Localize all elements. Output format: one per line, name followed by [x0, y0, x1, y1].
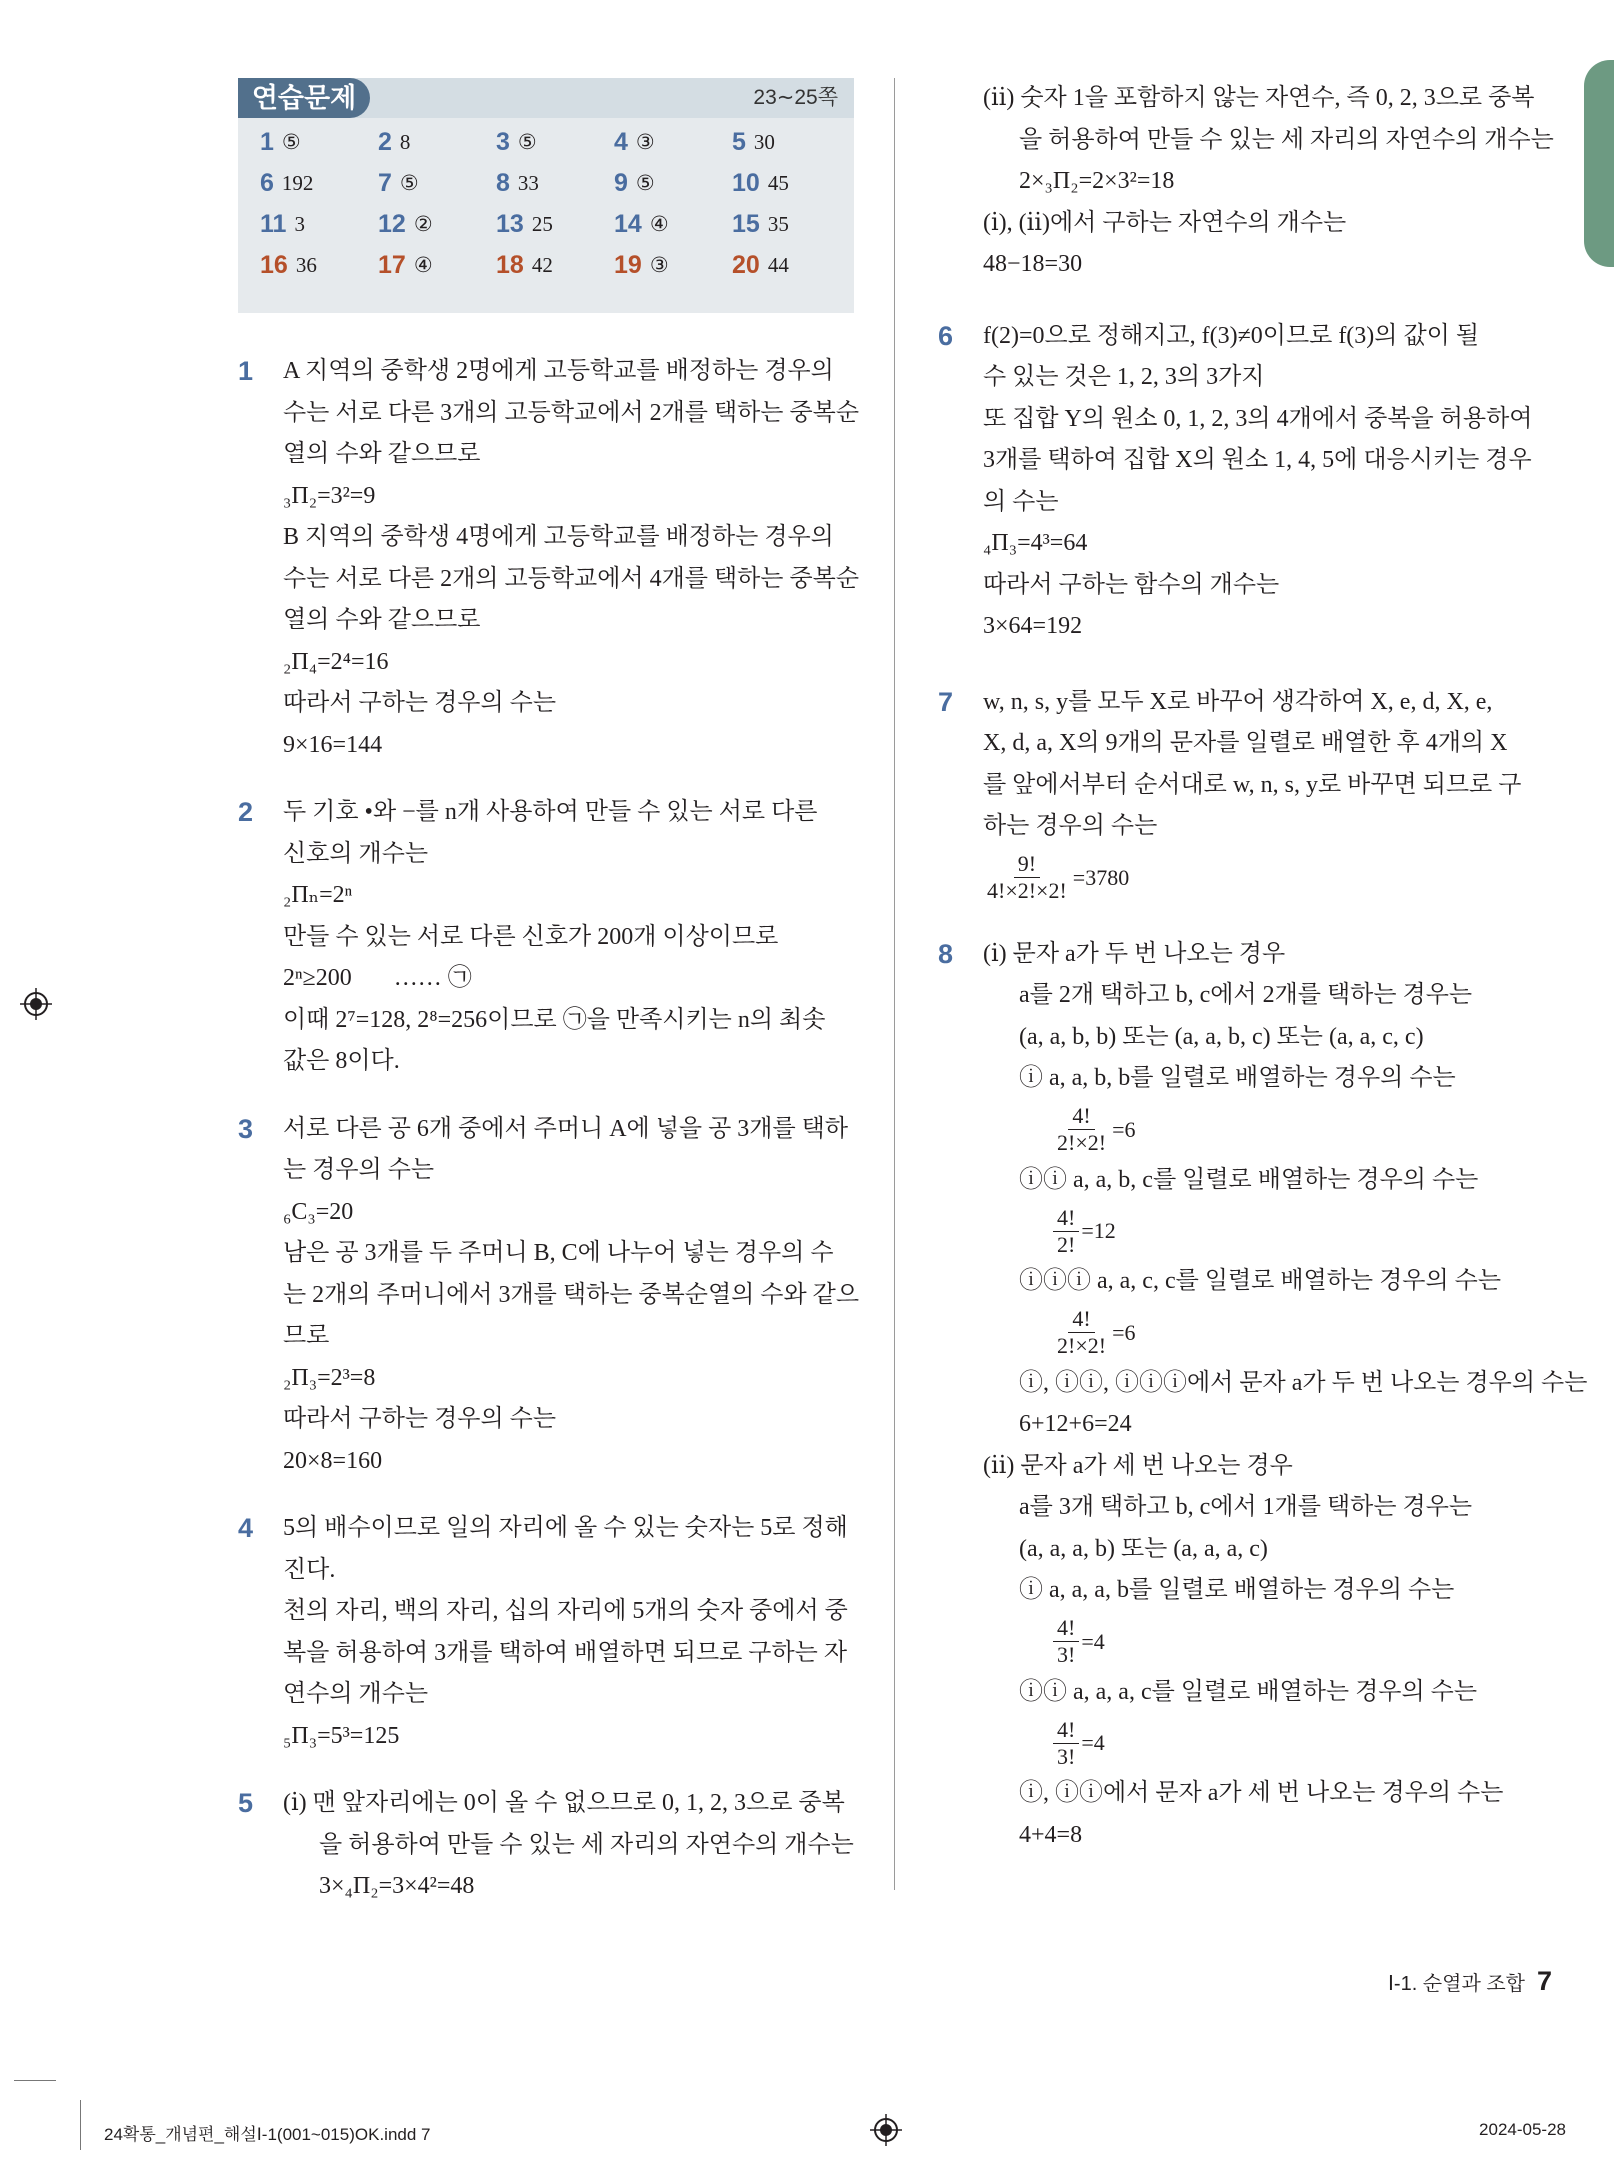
- answer-number: 6: [260, 169, 274, 197]
- text-line: ⓘⓘⓘ a, a, c, c를 일렬로 배열하는 경우의 수는: [1019, 1268, 1502, 1294]
- text-line: 의 수는: [983, 488, 1059, 515]
- answer-value: 36: [295, 253, 317, 277]
- fraction-result: =3780: [1072, 864, 1130, 890]
- problem-number: 7: [938, 686, 954, 717]
- text-line: 수는 서로 다른 3개의 고등학교에서 2개를 택하는 중복순: [283, 399, 860, 426]
- fraction-denominator: 2!×2!: [1057, 1130, 1107, 1155]
- slug-filename: 24확통_개념편_해설Ⅰ-1(001~015)OK.indd 7: [104, 2125, 431, 2144]
- answer-value: ④: [413, 253, 433, 277]
- text-line: ₂Πₙ=2ⁿ: [283, 882, 353, 908]
- answer-value: 25: [531, 212, 553, 236]
- text-line: 천의 자리, 백의 자리, 십의 자리에 5개의 숫자 중에서 중: [283, 1598, 848, 1624]
- problem-2: [238, 792, 854, 1083]
- text-line: 2×₃Π₂=2×3²=18: [1019, 168, 1175, 194]
- text-line: f(2)=0으로 정해지고, f(3)≠0이므로 f(3)의 값이 될: [983, 322, 1480, 349]
- answer-number: 5: [732, 128, 746, 156]
- text-line: 연수의 개수는: [283, 1681, 429, 1707]
- answer-number: 2: [378, 128, 392, 156]
- right-column: [938, 78, 1588, 1856]
- text-line: 이때 2⁷=128, 2⁸=256이므로 ㉠을 만족시키는 n의 최솟: [283, 1006, 826, 1033]
- answer-item: [378, 245, 496, 286]
- answer-value: ⑤: [517, 130, 537, 154]
- registration-mark-icon: [870, 2114, 902, 2146]
- fraction-numerator: 4!: [1053, 1615, 1079, 1642]
- answer-box-title: 연습문제: [238, 78, 370, 118]
- text-line: 진다.: [283, 1556, 336, 1583]
- answer-grid: [238, 118, 854, 286]
- text-line: B 지역의 중학생 4명에게 고등학교를 배정하는 경우의: [283, 524, 834, 550]
- text-line: ₅Π₃=5³=125: [283, 1722, 400, 1749]
- answer-item: [378, 204, 496, 245]
- fraction-result: =4: [1081, 1730, 1105, 1756]
- text-line: a를 2개 택하고 b, c에서 2개를 택하는 경우는: [1019, 982, 1473, 1008]
- slug-date: 2024-05-28: [1479, 2120, 1566, 2139]
- problem-3: [238, 1109, 860, 1483]
- text-line: 열의 수와 같으므로: [283, 441, 481, 467]
- answer-item: [732, 204, 850, 245]
- fraction: [1053, 1717, 1079, 1770]
- text-line: 3×64=192: [983, 613, 1083, 639]
- text-line: 6+12+6=24: [1019, 1411, 1132, 1437]
- answer-number: 10: [732, 169, 760, 197]
- answer-item: [496, 163, 614, 204]
- answer-number: 13: [496, 210, 524, 238]
- fraction-denominator: 3!: [1057, 1642, 1076, 1667]
- answer-item: [260, 245, 378, 286]
- answer-value: 3: [294, 212, 305, 236]
- problem-5: [238, 1783, 854, 1908]
- answer-value: ⑤: [635, 171, 655, 195]
- text-line: ₆C₃=20: [283, 1198, 354, 1225]
- text-line: 복을 허용하여 3개를 택하여 배열하면 되므로 구하는 자: [283, 1639, 848, 1666]
- text-line: 을 허용하여 만들 수 있는 세 자리의 자연수의 개수는: [1019, 126, 1554, 153]
- page-number: 7: [1536, 1966, 1552, 1996]
- problem-number: 4: [238, 1513, 254, 1543]
- fraction-numerator: 9!: [1014, 851, 1040, 878]
- fraction-result: =6: [1112, 1116, 1136, 1142]
- fraction-numerator: 4!: [1068, 1306, 1094, 1333]
- fraction-result: =12: [1081, 1218, 1116, 1244]
- fraction: [1053, 1103, 1110, 1156]
- problem-number: 8: [938, 938, 954, 969]
- answer-number: 11: [260, 210, 287, 238]
- fraction: [1053, 1615, 1079, 1668]
- fraction-result: =4: [1081, 1628, 1105, 1654]
- problem-7: [938, 682, 1554, 908]
- fraction: [983, 851, 1071, 904]
- text-line: a를 3개 택하고 b, c에서 1개를 택하는 경우는: [1019, 1494, 1473, 1520]
- answer-item: [614, 122, 732, 163]
- fraction-row: [983, 1713, 1554, 1773]
- text-line: 3개를 택하여 집합 X의 원소 1, 4, 5에 대응시키는 경우: [983, 447, 1532, 473]
- answer-box: [238, 78, 854, 313]
- text-line: 를 앞에서부터 순서대로 w, n, s, y로 바꾸면 되므로 구: [983, 771, 1522, 798]
- answer-number: 19: [614, 251, 642, 279]
- answer-item: [732, 245, 850, 286]
- text-line: 따라서 구하는 경우의 수는: [283, 690, 557, 716]
- answer-value: 8: [399, 130, 411, 154]
- answer-number: 16: [260, 251, 288, 279]
- text-line: 9×16=144: [283, 731, 383, 758]
- text-line: 값은 8이다.: [283, 1048, 400, 1074]
- text-line: 2ⁿ≥200 …… ㉠: [283, 965, 472, 991]
- fraction-row: [983, 1201, 1554, 1261]
- answer-value: ③: [635, 130, 655, 154]
- text-line: ⓘⓘ a, a, a, c를 일렬로 배열하는 경우의 수는: [1019, 1678, 1478, 1705]
- text-line: 4+4=8: [1019, 1821, 1083, 1848]
- answer-value: 42: [531, 253, 553, 277]
- text-line: 만들 수 있는 서로 다른 신호가 200개 이상이므로: [283, 923, 779, 950]
- problem-number: 1: [238, 356, 254, 386]
- registration-mark-icon: [20, 988, 52, 1020]
- text-line: A 지역의 중학생 2명에게 고등학교를 배정하는 경우의: [283, 358, 834, 384]
- fraction-row: [983, 848, 1554, 908]
- section-label: Ⅰ-1. 순열과 조합: [1388, 1973, 1525, 1995]
- fraction-row: [983, 1100, 1554, 1160]
- answer-item: [378, 163, 496, 204]
- text-line: 신호의 개수는: [283, 840, 429, 867]
- problem-8: [938, 934, 1588, 1857]
- text-line: 열의 수와 같으므로: [283, 607, 481, 633]
- text-line: 따라서 구하는 경우의 수는: [283, 1406, 557, 1432]
- case-heading: (ⅰ) 문자 a가 두 번 나오는 경우: [983, 940, 1286, 967]
- text-line: ₄Π₃=4³=64: [983, 530, 1088, 556]
- answer-box-pages: 23∼25쪽: [753, 86, 838, 109]
- crop-mark: [14, 2080, 56, 2081]
- answer-value: 44: [767, 253, 789, 277]
- answer-item: [614, 245, 732, 286]
- answer-item: [614, 204, 732, 245]
- answer-item: [260, 163, 378, 204]
- answer-value: ⑤: [399, 171, 419, 195]
- answer-box-header: [238, 78, 854, 118]
- chapter-side-tab: [1584, 60, 1614, 267]
- answer-number: 15: [732, 210, 760, 238]
- text-line: 또 집합 Y의 원소 0, 1, 2, 3의 4개에서 중복을 허용하여: [983, 405, 1533, 432]
- problem-number: 5: [238, 1788, 254, 1818]
- text-line: (ⅰ) 맨 앞자리에는 0이 올 수 없으므로 0, 1, 2, 3으로 중복: [283, 1790, 845, 1816]
- problem-number: 3: [238, 1113, 254, 1144]
- answer-number: 9: [614, 169, 628, 197]
- text-line: 므로: [283, 1323, 330, 1349]
- text-line: 을 허용하여 만들 수 있는 세 자리의 자연수의 개수는: [319, 1831, 854, 1858]
- answer-number: 1: [260, 128, 274, 156]
- answer-item: [732, 122, 850, 163]
- problem-4: [238, 1508, 854, 1757]
- answer-item: [614, 163, 732, 204]
- left-column: [238, 78, 860, 1908]
- answer-value: ②: [413, 212, 433, 236]
- text-line: X, d, a, X의 9개의 문자를 일렬로 배열한 후 4개의 X: [983, 730, 1508, 756]
- answer-value: ⑤: [281, 130, 301, 154]
- text-line: ⓘ, ⓘⓘ에서 문자 a가 세 번 나오는 경우의 수는: [1019, 1780, 1504, 1806]
- answer-number: 4: [614, 128, 628, 156]
- problem-5-continued: [938, 78, 1554, 286]
- fraction-numerator: 4!: [1053, 1717, 1079, 1744]
- text-line: (ⅰ), (ⅱ)에서 구하는 자연수의 개수는: [983, 209, 1347, 236]
- problem-number: 6: [938, 320, 954, 351]
- text-line: 두 기호 •와 −를 n개 사용하여 만들 수 있는 서로 다른: [283, 799, 818, 825]
- text-line: 수 있는 것은 1, 2, 3의 3가지: [983, 364, 1265, 390]
- fraction-row: [983, 1612, 1554, 1672]
- fraction-row: [983, 1303, 1554, 1363]
- text-line: 수는 서로 다른 2개의 고등학교에서 4개를 택하는 중복순: [283, 565, 860, 592]
- answer-number: 7: [378, 169, 392, 197]
- text-line: 서로 다른 공 6개 중에서 주머니 A에 넣을 공 3개를 택하: [283, 1115, 849, 1142]
- answer-number: 14: [614, 210, 642, 238]
- case-heading: (ⅱ) 문자 a가 세 번 나오는 경우: [983, 1452, 1293, 1479]
- answer-number: 8: [496, 169, 510, 197]
- answer-item: [732, 163, 850, 204]
- answer-number: 18: [496, 251, 524, 279]
- text-line: 는 경우의 수는: [283, 1157, 435, 1183]
- text-line: 따라서 구하는 함수의 개수는: [983, 571, 1280, 598]
- text-line: w, n, s, y를 모두 X로 바꾸어 생각하여 X, e, d, X, e,: [983, 688, 1493, 715]
- fraction: [1053, 1205, 1079, 1258]
- text-line: (ⅱ) 숫자 1을 포함하지 않는 자연수, 즉 0, 2, 3으로 중복: [983, 85, 1535, 111]
- text-line: (a, a, a, b) 또는 (a, a, a, c): [1019, 1535, 1268, 1562]
- text-line: 는 2개의 주머니에서 3개를 택하는 중복순열의 수와 같으: [283, 1281, 860, 1308]
- crop-mark: [80, 2100, 81, 2150]
- text-line: ⓘⓘ a, a, b, c를 일렬로 배열하는 경우의 수는: [1019, 1166, 1479, 1193]
- text-line: ₂Π₄=2⁴=16: [283, 648, 389, 675]
- fraction-numerator: 4!: [1068, 1103, 1094, 1130]
- problem-6: [938, 316, 1554, 648]
- answer-value: 33: [517, 171, 539, 195]
- answer-number: 17: [378, 251, 406, 279]
- answer-item: [378, 122, 496, 163]
- text-line: ⓘ a, a, a, b를 일렬로 배열하는 경우의 수는: [1019, 1577, 1455, 1603]
- column-divider: [894, 78, 895, 1890]
- fraction-denominator: 4!×2!×2!: [987, 878, 1067, 903]
- answer-item: [260, 204, 378, 245]
- problem-number: 2: [238, 797, 254, 827]
- text-line: (a, a, b, b) 또는 (a, a, b, c) 또는 (a, a, c, c): [1019, 1023, 1424, 1050]
- fraction-denominator: 2!×2!: [1057, 1333, 1107, 1358]
- problem-1: [238, 351, 860, 766]
- answer-value: ③: [649, 253, 669, 277]
- fraction-numerator: 4!: [1053, 1205, 1079, 1232]
- answer-value: ④: [649, 212, 669, 236]
- text-line: ₂Π₃=2³=8: [283, 1364, 376, 1391]
- answer-value: 192: [281, 171, 314, 195]
- answer-number: 12: [378, 210, 406, 238]
- text-line: 하는 경우의 수는: [983, 813, 1158, 839]
- answer-value: 45: [767, 171, 789, 195]
- text-line: 5의 배수이므로 일의 자리에 올 수 있는 숫자는 5로 정해: [283, 1515, 848, 1541]
- answer-item: [496, 204, 614, 245]
- text-line: 3×₄Π₂=3×4²=48: [319, 1873, 475, 1899]
- fraction: [1053, 1306, 1110, 1359]
- answer-item: [496, 245, 614, 286]
- answer-value: 35: [767, 212, 789, 236]
- fraction-denominator: 2!: [1057, 1231, 1076, 1257]
- fraction-result: =6: [1112, 1319, 1136, 1345]
- page-footer: [1388, 1966, 1552, 1997]
- answer-item: [260, 122, 378, 163]
- answer-value: 30: [753, 130, 775, 154]
- answer-item: [496, 122, 614, 163]
- answer-number: 20: [732, 251, 760, 279]
- text-line: 남은 공 3개를 두 주머니 B, C에 나누어 넣는 경우의 수: [283, 1240, 834, 1266]
- text-line: ⓘ, ⓘⓘ, ⓘⓘⓘ에서 문자 a가 두 번 나오는 경우의 수는: [1019, 1369, 1588, 1396]
- text-line: 20×8=160: [283, 1447, 383, 1474]
- text-line: 48−18=30: [983, 251, 1083, 277]
- text-line: ⓘ a, a, b, b를 일렬로 배열하는 경우의 수는: [1019, 1065, 1456, 1091]
- answer-number: 3: [496, 128, 510, 156]
- text-line: ₃Π₂=3²=9: [283, 482, 376, 509]
- left-problems: [238, 351, 860, 1908]
- fraction-denominator: 3!: [1057, 1743, 1076, 1769]
